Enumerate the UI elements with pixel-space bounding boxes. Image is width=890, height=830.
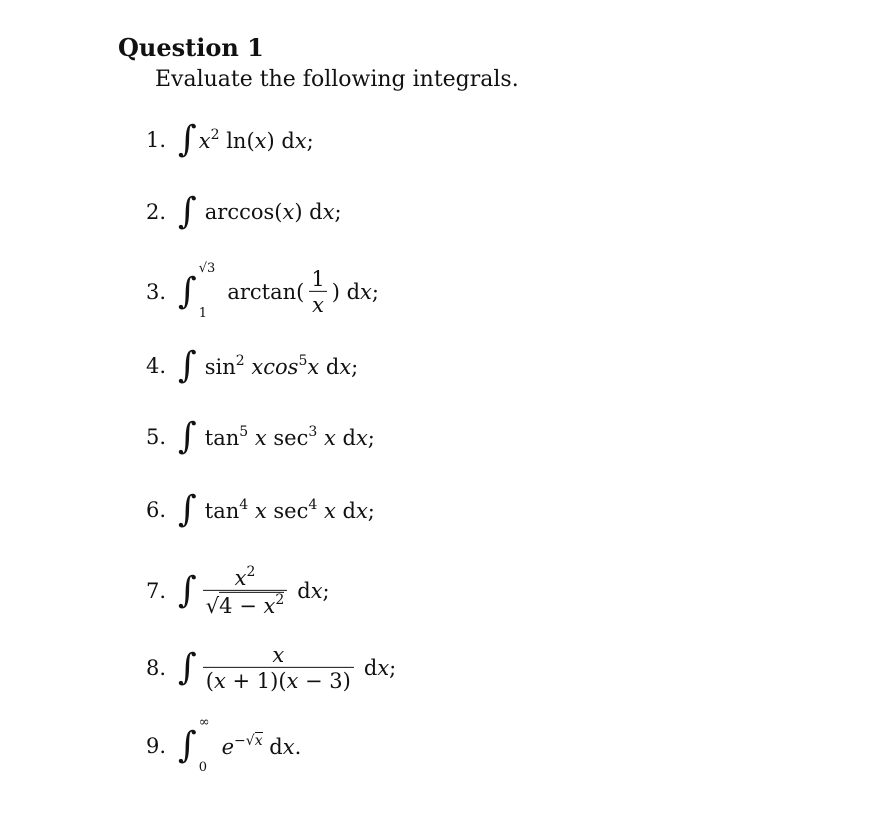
instruction-text: Evaluate the following integrals. xyxy=(155,67,519,92)
upper-limit: ∞ xyxy=(198,715,210,730)
lower-limit: 1 xyxy=(198,306,208,321)
integral-expression: ∫ $\frac{x^2}{√4 - x^2}$ dx; xyxy=(178,563,330,618)
integral-expression: ∫ ∞ 0 $e^{-√x}$ dx. xyxy=(178,715,302,775)
integral-expression: ∫ $x^2$ ln(x) dx; xyxy=(178,119,314,160)
integral-expression: ∫ $\tan^4 x$ $\sec^4 x$ dx; xyxy=(178,489,375,530)
upper-limit: √3 xyxy=(198,261,216,276)
item-number: 9. xyxy=(146,734,167,758)
integral-expression: ∫ $\frac{x}{(x + 1)(x - 3)}$ dx; xyxy=(178,642,397,693)
item-number: 6. xyxy=(146,498,167,522)
integral-expression: ∫ $\tan^5 x$ $\sec^3 x$ dx; xyxy=(178,416,375,457)
lower-limit: 0 xyxy=(198,760,208,775)
item-number: 4. xyxy=(146,354,167,378)
item-number: 2. xyxy=(146,200,167,224)
item-number: 3. xyxy=(146,280,167,304)
item-number: 1. xyxy=(146,128,167,152)
item-number: 5. xyxy=(146,425,167,449)
question-title: Question 1 xyxy=(118,33,264,62)
item-number: 8. xyxy=(146,656,167,680)
integral-expression: ∫ $\sin^2 xcos^5x$ dx; xyxy=(178,345,359,386)
item-number: 7. xyxy=(146,579,167,603)
integral-expression: ∫ arccos(x) dx; xyxy=(178,191,342,232)
integral-expression: ∫ √3 1 arctan( $\frac{1}{x}$ ) dx; xyxy=(178,261,379,321)
